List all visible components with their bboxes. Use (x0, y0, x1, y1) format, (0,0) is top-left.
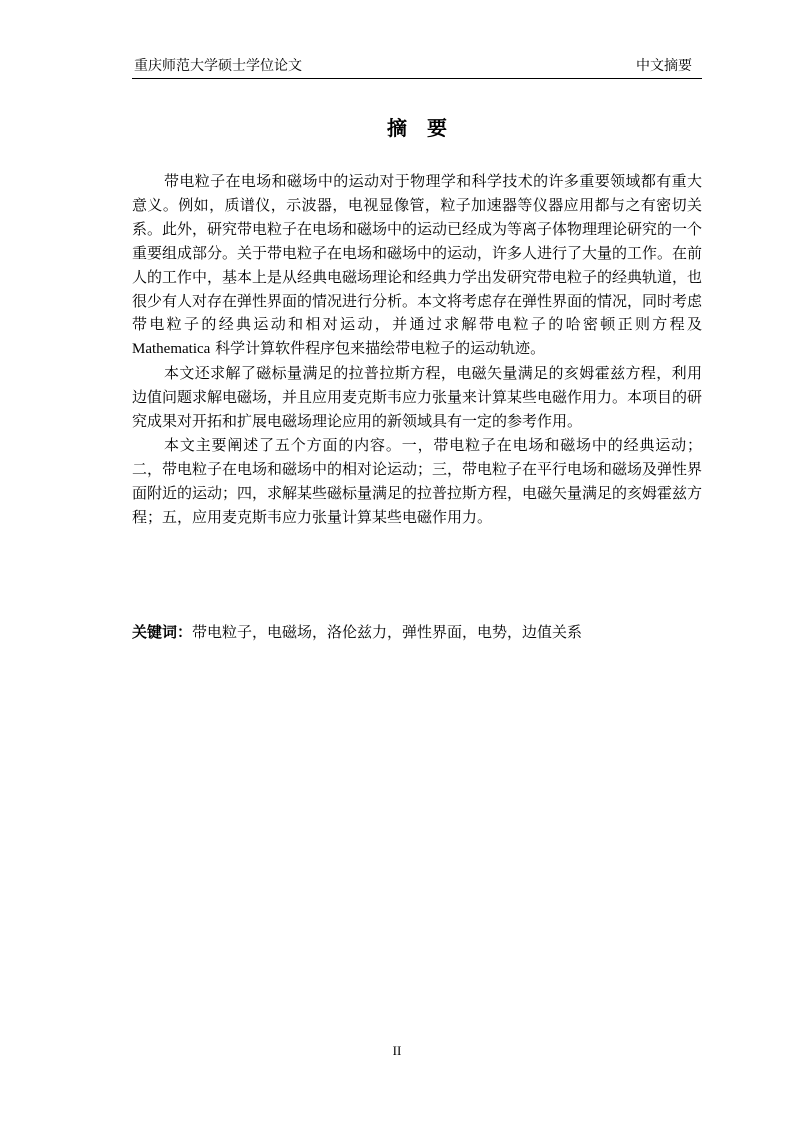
abstract-title: 摘要 (387, 116, 467, 140)
abstract-paragraph-1 (132, 170, 702, 362)
keywords-line (132, 620, 702, 644)
keywords-label: 关键词： (132, 623, 193, 641)
abstract-paragraph-3: 本文主要阐述了五个方面的内容。一，带电粒子在电场和磁场中的经典运动；二，带电粒子在电场和磁场中的相对论运动；三，带电粒子在平行电场和磁场及弹性界面附近的运动；四，求解某些磁标量满足的拉普拉斯方程，电磁矢量满足的亥姆霍兹方程；五，应用麦克斯韦应力张量计算某些电磁作用力。 (132, 435, 703, 526)
header-section-name: 中文摘要 (636, 58, 692, 74)
paragraph-1-text-a: 带电粒子在电场和磁场中的运动对于物理学和科学技术的许多重要领域都有重大意义。例如，质谱仪，示波器，电视显像管，粒子加速器等仪器应用都与之有密切关系。此外，研究带电粒子在电场和磁场中的运动已经成为等离子体物理理论研究的一个重要组成部分。关于带电粒子在电场和磁场中的运动，许多人进行了大量的工作。在前人的工作中，基本上是从经典电磁场理论和经典力学出发研究带电粒子的经典轨道，也很少有人对存在弹性界面的情况进行分析。本文将考虑存在弹性界面的情况，同时考虑带电粒子的经典运动和相对运动，并通过求解带电粒子的哈密顿正则方程及 (132, 172, 703, 334)
abstract-paragraph-2: 本文还求解了磁标量满足的拉普拉斯方程，电磁矢量满足的亥姆霍兹方程，利用边值问题求解电磁场，并且应用麦克斯韦应力张量来计算某些电磁作用力。本项目的研究成果对开拓和扩展电磁场理论应用的新领域具有一定的参考作用。 (132, 364, 703, 431)
keywords-text: 带电粒子，电磁场，洛伦兹力，弹性界面，电势，边值关系 (192, 623, 583, 641)
paragraph-1-text-b: 科学计算软件程序包来描绘带电粒子的运动轨迹。 (210, 339, 546, 358)
header-thesis-title: 重庆师范大学硕士学位论文 (134, 58, 302, 74)
running-header (132, 56, 702, 79)
page-number: II (392, 1043, 402, 1058)
software-name: Mathematica (132, 341, 211, 358)
abstract-body (132, 170, 702, 530)
